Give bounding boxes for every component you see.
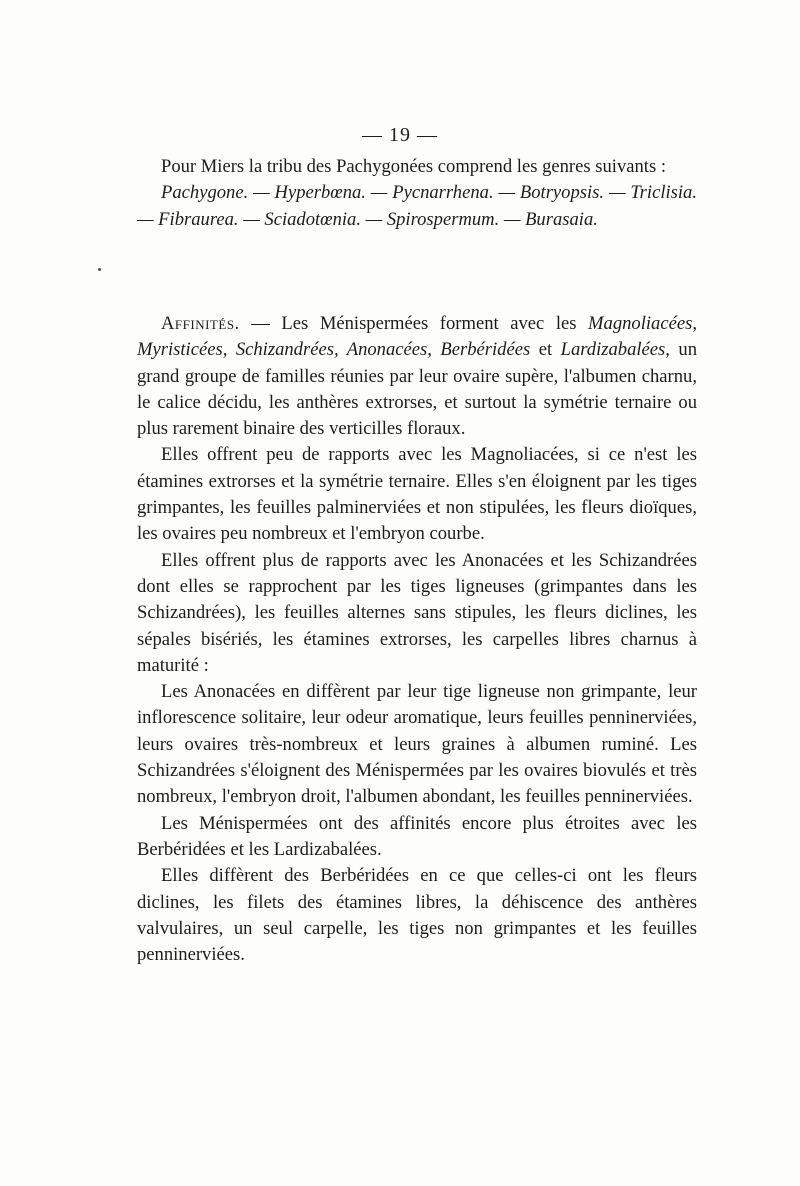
- page-number: — 19 —: [362, 124, 438, 146]
- affinites-paragraph: [137, 311, 697, 442]
- affinites-family-lardizabalees: Lardizabalées: [560, 339, 666, 361]
- affinites-text-b: et: [530, 339, 561, 361]
- affinites-text-a: — Les Ménispermées forment avec les: [239, 313, 589, 334]
- genera-intro-paragraph: Pour Miers la tribu des Pachygonées comprend les genres suivants :: [161, 156, 667, 177]
- ink-speck: [98, 268, 101, 271]
- magnoliacees-paragraph: Elles offrent peu de rapports avec les Magnoliacées, si ce n'est les étamines extrorses et la symétrie ternaire. Elles s'en éloignent par les tiges grimpantes, les feuilles palminerviées et non stipulées, les fleurs dioïques, les ovaires peu nombreux et l'embryon courbe.: [137, 444, 697, 545]
- anonacees-paragraph: Elles offrent plus de rapports avec les Anonacées et les Schizandrées dont elles se rapprochent par les tiges ligneuses (grimpantes dans les Schizandrées), les feuilles alternes sans stipules, les fleurs diclines, les sépales bisériés, les étamines extrorses, les carpelles libres charnus à maturité :: [137, 549, 697, 676]
- affinites-section: [137, 311, 697, 968]
- berberidees-differences-paragraph: Elles diffèrent des Berbéridées en ce que celles-ci ont les fleurs diclines, les filets des étamines libres, la déhiscence des anthères valvulaires, un seul carpelle, les tiges non grimpantes et les feuilles penninerviées.: [137, 865, 697, 966]
- genera-list-paragraph: Pachygone. — Hyperbœna. — Pycnarrhena. — Botryopsis. — Triclisia. — Fibraurea. — Sciadotœnia. — Spirospermum. — Burasaia.: [137, 182, 697, 230]
- berberidees-paragraph: Les Ménispermées ont des affinités encore plus étroites avec les Berbéridées et les Lardizabalées.: [137, 812, 697, 860]
- affinites-families-list: Magnoliacées, Myristicées, Schizandrées, Anonacées, Berbéridées: [137, 313, 697, 361]
- anonacees-differences-paragraph: Les Anonacées en diffèrent par leur tige ligneuse non grimpante, leur inflorescence solitaire, leur odeur aromatique, leurs feuilles penninerviées, leurs ovaires très-nombreux et leurs graines à albumen ruminé. Les Schizandrées s'éloignent des Ménispermées par les ovaires biovulés et très nombreux, l'embryon droit, l'albumen abondant, les feuilles penninerviées.: [137, 681, 697, 808]
- pachygonees-section: [137, 154, 697, 233]
- affinites-heading: Affinités.: [161, 313, 240, 334]
- affinites-text-c: , un grand groupe de familles réunies par leur ovaire supère, l'albumen charnu, le calice décidu, les anthères extrorses, et surtout la symétrie ternaire ou plus rarement binaire des verticilles floraux.: [137, 339, 698, 440]
